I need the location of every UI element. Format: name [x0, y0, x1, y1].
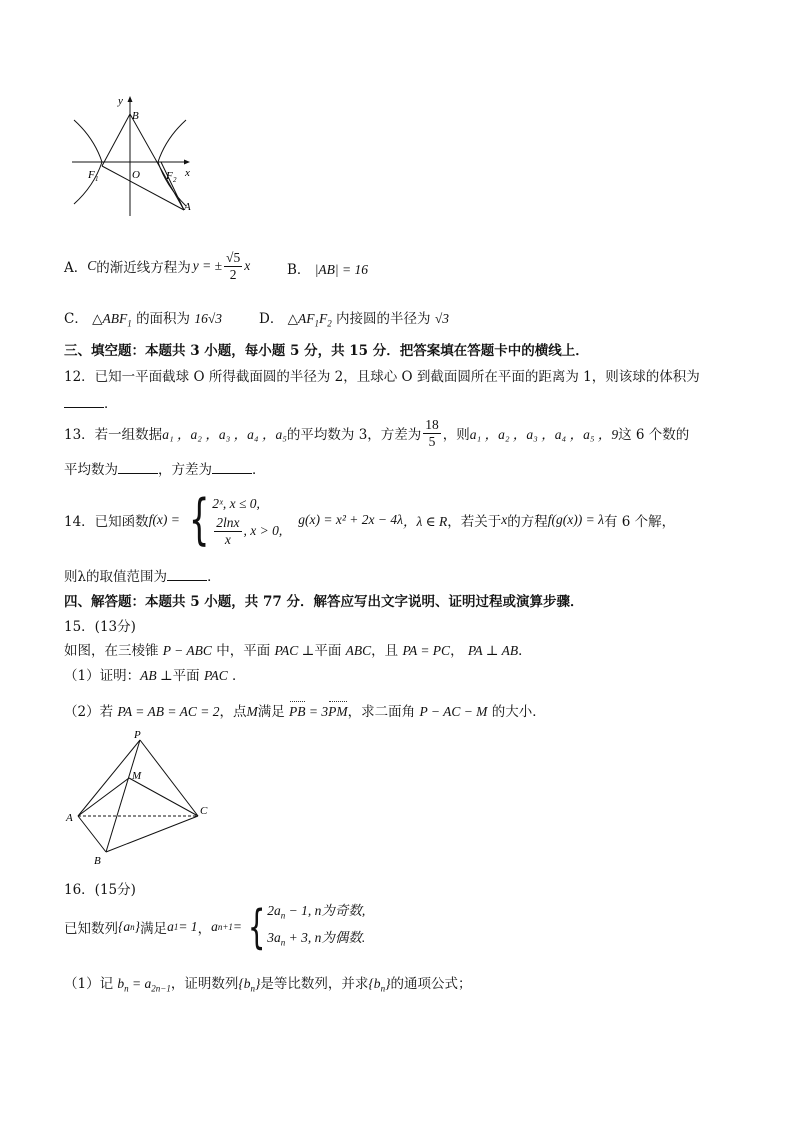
- q16-stem-m2b: = 1: [178, 919, 198, 934]
- q16-stem-m1: {a: [118, 919, 131, 934]
- label-B: B: [132, 110, 139, 122]
- q15-stem-f: ．: [518, 643, 532, 659]
- label-F1: F: [88, 169, 95, 181]
- q16-number: 16．(15分): [64, 882, 136, 898]
- option-c-math: △ABF: [92, 311, 128, 326]
- option-b-math: |AB| = 16: [314, 262, 368, 277]
- option-d-sub2: 2: [327, 318, 332, 329]
- q16-stem-sub1: n: [130, 922, 135, 932]
- q14-eq: f(g(x)) = λ: [547, 512, 604, 527]
- q16-case2-tail: + 3, n为偶数.: [285, 930, 366, 945]
- option-c-text: 的面积为: [136, 311, 191, 327]
- q15-vector-pm: PM: [328, 704, 348, 719]
- q14-case1: 2ˣ, x ≤ 0,: [212, 495, 260, 511]
- q13-line2: [64, 458, 266, 478]
- label-F2: F: [166, 170, 173, 182]
- label-C: C: [200, 805, 208, 817]
- option-d-text: 内接圆的半径为: [336, 311, 431, 327]
- q16-stem-b: 满足: [140, 921, 168, 937]
- q15-p2-a: （2）若: [64, 704, 114, 720]
- q15-p2-m3: P − AC − M: [419, 704, 488, 719]
- option-a-frac-den: 2: [229, 266, 237, 282]
- q16-case1-sub: n: [280, 911, 286, 921]
- pyramid-figure: [62, 728, 222, 870]
- option-c-sub: 1: [127, 318, 132, 329]
- option-a-frac-num: √5: [226, 249, 241, 265]
- q15-stem-e: ，: [450, 643, 464, 659]
- q16-p1-m1: b: [117, 976, 125, 991]
- q15-p1-b: 平面: [172, 668, 200, 684]
- q15-p2-eq: = 3: [305, 704, 329, 719]
- label-M: M: [132, 770, 142, 782]
- q16-p1-m3b: }: [385, 976, 391, 991]
- q15-part2: [64, 700, 546, 720]
- q14-lead: 14．已知函数: [64, 514, 149, 530]
- q13-line1: [64, 413, 689, 453]
- q14-cases: [212, 493, 282, 548]
- option-a-c: C: [87, 258, 97, 273]
- q16-p1-m2: {b: [238, 976, 251, 991]
- q16-stem-m3b: =: [232, 919, 243, 934]
- q12-blank[interactable]: [64, 395, 104, 408]
- q16-p1-sub1: n: [124, 983, 129, 994]
- option-d-value: √3: [434, 311, 450, 326]
- q15-p2-e: 的大小．: [491, 704, 546, 720]
- q13-line2-b: ，方差为: [158, 462, 212, 478]
- label-A: A: [184, 201, 191, 213]
- q16-p1-m2b: }: [255, 976, 261, 991]
- option-a: [64, 246, 250, 286]
- option-c: [64, 307, 222, 329]
- q16-stem-a: 已知数列: [64, 921, 118, 937]
- q14-tail3: 有 6 个解，: [603, 514, 676, 530]
- option-a-math: y = ±: [192, 258, 223, 273]
- q13-data-list: a₁ ，a₂ ，a₃ ，a₄ ，a₅: [162, 427, 287, 442]
- q14-case2: [212, 515, 282, 548]
- q14-brace: {: [188, 488, 210, 551]
- label-F2-sub: 2: [173, 176, 177, 184]
- option-c-label: C．: [64, 311, 88, 327]
- label-O: O: [132, 169, 140, 181]
- q15-p1-a: （1）证明：: [64, 668, 141, 684]
- q13-line2-c: ．: [252, 462, 266, 478]
- label-A2: A: [66, 812, 73, 824]
- q16-case1-tail: − 1, n为奇数,: [285, 903, 366, 919]
- q12-end: ．: [104, 396, 118, 412]
- q14-g-def: g(x) = x² + 2x − 4λ: [298, 512, 403, 527]
- q16-p1-sub2: 2n−1: [151, 983, 171, 994]
- q15-p2-m2: M: [246, 704, 258, 719]
- q15-p2-b: ，点: [219, 704, 247, 720]
- q16-case2: [267, 927, 365, 954]
- q15-p1-c: ．: [232, 668, 246, 684]
- label-B2: B: [94, 855, 101, 867]
- option-a-x: x: [244, 258, 251, 273]
- option-d-sub1: 1: [314, 318, 319, 329]
- q15-stem-m1: P − ABC: [162, 643, 212, 658]
- option-a-text: 的渐近线方程为: [96, 260, 191, 276]
- q14-line2: [64, 565, 221, 585]
- q15-vector-pb: PB: [289, 704, 306, 719]
- q13-blank-variance[interactable]: [212, 461, 252, 474]
- q16-case2-sub: n: [280, 937, 286, 948]
- q13-part3: ，则: [442, 427, 470, 443]
- q13-part2: 的平均数为 3，方差为: [286, 427, 422, 443]
- q16-stem-sub2: 1: [173, 922, 179, 932]
- q15-stem: [64, 639, 532, 659]
- q16-p1-m3: {b: [368, 976, 381, 991]
- option-d-math1: △AF: [287, 311, 315, 326]
- q15-p2-d: ，求二面角: [347, 704, 416, 720]
- q16-stem-c: ，: [197, 921, 212, 937]
- q14-case2-den: x: [224, 531, 231, 547]
- q15-p2-c: 满足: [257, 704, 285, 720]
- q15-p2-m1: PA = AB = AC = 2: [117, 704, 220, 719]
- q13-part4: 这 6 个数的: [618, 427, 690, 443]
- label-x: x: [185, 167, 190, 179]
- q16-p1-sub3: n: [250, 983, 255, 994]
- q16-brace: {: [247, 900, 266, 954]
- q13-part1: 13．若一组数据: [64, 427, 163, 443]
- q15-stem-m2: PAC ⊥: [274, 643, 315, 658]
- q14-case2-tail: , x > 0,: [243, 523, 283, 538]
- q14-case2-frac: [214, 515, 241, 548]
- q16-p1-sub4: n: [380, 983, 386, 994]
- q16-stem-m3: a: [211, 919, 218, 934]
- q15-p1-m: AB ⊥: [140, 668, 173, 683]
- option-a-fraction: [224, 250, 242, 283]
- q14-cond: ，λ ∈ R: [402, 514, 448, 529]
- q16-stem: [64, 900, 365, 954]
- q16-p1-m1b: = a: [128, 976, 152, 991]
- q16-stem-sub3: n+1: [217, 922, 233, 932]
- q15-stem-m3: ABC: [345, 643, 372, 658]
- q16-part1: [64, 972, 471, 994]
- q14-tail1: ，若关于: [447, 514, 502, 530]
- q14-fx: f(x) =: [148, 512, 180, 527]
- q14-case2-num: 2lnx: [216, 514, 240, 530]
- label-F1-sub: 1: [95, 175, 99, 183]
- label-P: P: [134, 729, 141, 741]
- q16-case1: [267, 900, 365, 927]
- q15-number: 15．(13分): [64, 619, 136, 635]
- q15-part1: [64, 664, 246, 684]
- hyperbola-figure: [66, 92, 202, 218]
- q13-frac-den: 5: [428, 433, 436, 449]
- q16-stem-m2: a: [167, 919, 174, 934]
- option-a-label: A．: [64, 260, 88, 276]
- q12-line1: 12．已知一平面截球 O 所得截面圆的半径为 2，且球心 O 到截面圆所在平面的距离为 1，则该球的体积为: [64, 369, 700, 385]
- q15-stem-b: 中，平面: [216, 643, 271, 659]
- q16-case1-a: 2a: [267, 903, 281, 919]
- q15-stem-d: ，且: [371, 643, 399, 659]
- option-b-label: B．: [287, 262, 311, 278]
- q13-fraction: [423, 417, 441, 450]
- q14-tail-x: x: [501, 512, 508, 527]
- q12-line2: [64, 392, 118, 412]
- q16-p1-d: 的通项公式；: [390, 976, 472, 992]
- section-3-heading: 三、填空题：本题共 3 小题，每小题 5 分，共 15 分．把答案填在答题卡中的横线上．: [64, 343, 589, 359]
- q14-line1: [64, 484, 675, 556]
- q14-line2-a: 则λ的取值范围为: [64, 569, 168, 585]
- q14-blank[interactable]: [167, 568, 207, 581]
- q13-frac-num: 18: [425, 416, 439, 432]
- option-d-math2: F: [319, 311, 328, 326]
- section-4-heading: 四、解答题：本题共 5 小题，共 77 分．解答应写出文字说明、证明过程或演算步骤．: [64, 594, 584, 610]
- q16-p1-a: （1）记: [64, 976, 114, 992]
- q15-stem-a: 如图，在三棱锥: [64, 643, 159, 659]
- q14-tail2: 的方程: [507, 514, 548, 530]
- q16-stem-m1b: }: [134, 919, 141, 934]
- option-d: [259, 307, 449, 329]
- q16-p1-c: 是等比数列，并求: [260, 976, 369, 992]
- q13-blank-mean[interactable]: [118, 461, 158, 474]
- option-c-value: 16√3: [194, 311, 223, 326]
- q16-case2-a: 3a: [267, 930, 281, 945]
- q13-line2-a: 平均数为: [64, 462, 118, 478]
- option-d-label: D．: [259, 311, 284, 327]
- q14-line2-b: ．: [207, 569, 221, 585]
- q13-data-list2: a₁ ，a₂ ，a₃ ，a₄ ，a₅ ，9: [469, 427, 619, 442]
- q15-p1-m2: PAC: [203, 668, 228, 683]
- q15-stem-c: 平面: [314, 643, 342, 659]
- q16-cases: [267, 900, 365, 953]
- option-b: [287, 258, 368, 278]
- label-y: y: [118, 95, 123, 107]
- q15-stem-m5: PA ⊥ AB: [467, 643, 519, 658]
- q16-p1-b: ，证明数列: [170, 976, 239, 992]
- q15-stem-m4: PA = PC: [402, 643, 451, 658]
